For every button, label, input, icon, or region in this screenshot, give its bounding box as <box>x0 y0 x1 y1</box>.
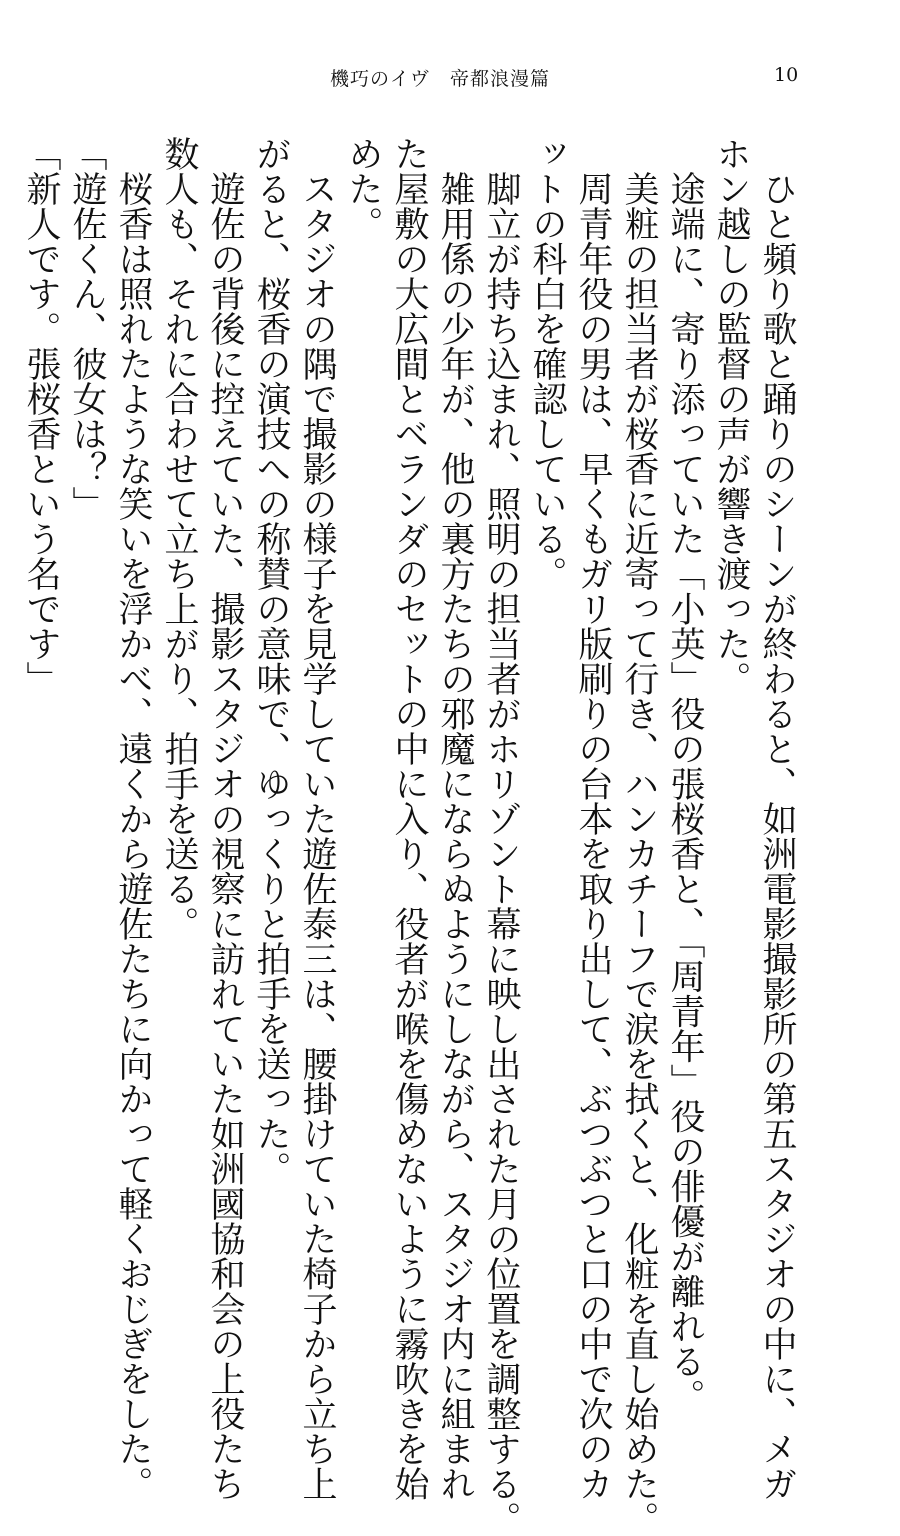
text-line: ホン越しの監督の声が響き渡った。 <box>711 136 751 696</box>
text-line: ットの科白を確認している。 <box>527 136 567 591</box>
text-line: ひと頻り歌と踊りのシーンが終わると、如洲電影撮影所の第五スタジオの中に、メガ <box>757 171 797 1501</box>
text-line: 遊佐の背後に控えていた、撮影スタジオの視察に訪れていた如洲國協和会の上役たち <box>205 171 245 1501</box>
text-line: 「遊佐くん、彼女は？」 <box>67 136 107 521</box>
text-line: めた。 <box>343 136 383 241</box>
page-header <box>0 64 900 94</box>
text-line: がると、桜香の演技への称賛の意味で、ゆっくりと拍手を送った。 <box>251 136 291 1186</box>
running-title: 機巧のイヴ 帝都浪漫篇 <box>330 68 551 90</box>
text-line: スタジオの隅で撮影の様子を見学していた遊佐泰三は、腰掛けていた椅子から立ち上 <box>297 171 337 1501</box>
text-line: 脚立が持ち込まれ、照明の担当者がホリゾント幕に映し出された月の位置を調整する。 <box>481 171 521 1536</box>
vertical-body-text <box>21 136 800 1536</box>
page-number: 10 <box>774 64 799 86</box>
text-line: 数人も、それに合わせて立ち上がり、拍手を送る。 <box>159 136 199 941</box>
text-line: 桜香は照れたような笑いを浮かべ、遠くから遊佐たちに向かって軽くおじぎをした。 <box>113 171 153 1501</box>
text-line: 雑用係の少年が、他の裏方たちの邪魔にならぬようにしながら、スタジオ内に組まれ <box>435 171 475 1501</box>
text-line: 美粧の担当者が桜香に近寄って行き、ハンカチーフで涙を拭くと、化粧を直し始めた。 <box>619 171 659 1536</box>
text-line: 「新人です。張桜香という名です」 <box>21 136 61 696</box>
text-line: 周青年役の男は、早くもガリ版刷りの台本を取り出して、ぶつぶつと口の中で次のカ <box>573 171 613 1501</box>
text-line: た屋敷の大広間とベランダのセットの中に入り、役者が喉を傷めないように霧吹きを始 <box>389 136 429 1501</box>
text-line: 途端に、寄り添っていた「小英」役の張桜香と、「周青年」役の俳優が離れる。 <box>665 171 705 1414</box>
